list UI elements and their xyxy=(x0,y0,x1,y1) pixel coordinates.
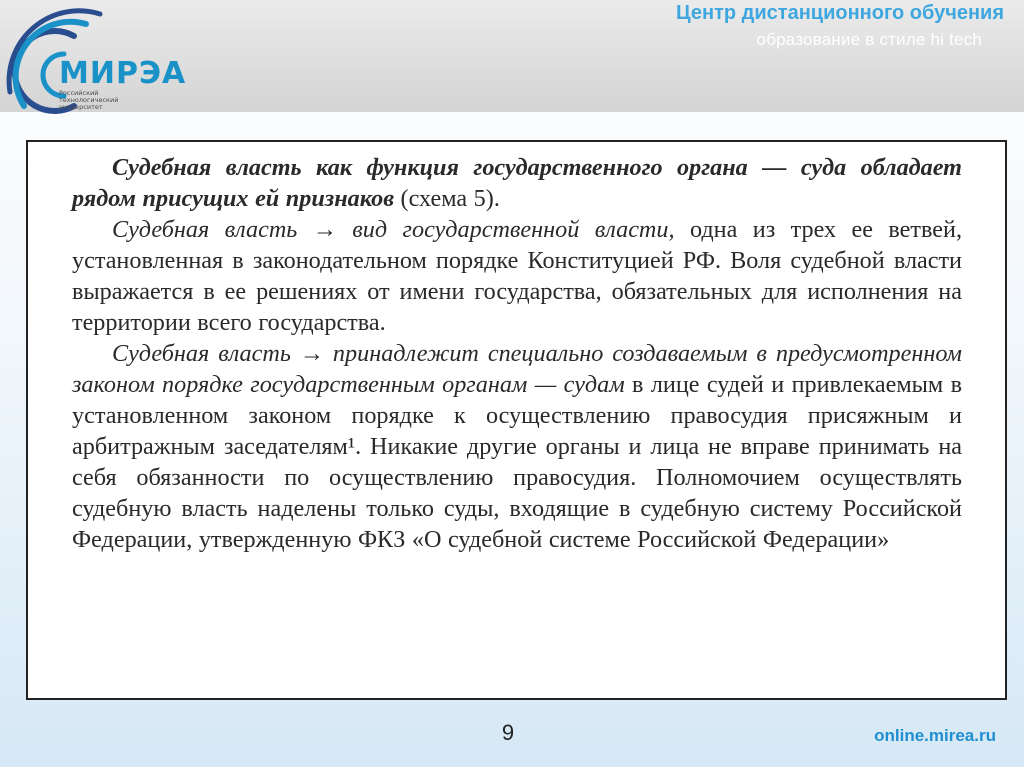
p3-text: в лице судей и привлекаемым в установленном законом порядке к осуществлению правосудия присяжным и арбитражным заседателям¹. Никакие другие органы и лица не вправе принимать на себя обязанности по осуществлению правосудия. Полномочием осуществлять судебную власть наделены только суды, входящие в судебную систему Российской Федерации, утвержденную ФКЗ «О судебной системе Российской Федерации» xyxy=(72,371,962,553)
p1-emphasis: Судебная власть как функция государственного органа — суда обладает рядом присущих ей признаков xyxy=(72,154,962,212)
paragraph-2 xyxy=(72,214,962,338)
slide-text xyxy=(72,152,962,555)
p2-emphasis: Судебная власть → вид государственной власти, xyxy=(112,216,675,243)
p2-text: одна из трех ее ветвей, установленная в законодательном порядке Конституцией РФ. Воля судебной власти выражается в ее решениях от имени государства, обязательных для исполнения на территории всего государства. xyxy=(72,216,962,336)
paragraph-3 xyxy=(72,338,962,555)
center-title: Центр дистанционного обучения xyxy=(676,2,1004,24)
p3-emphasis: Судебная власть → принадлежит специально создаваемым в предусмотренном законом порядке государственным органам — судам xyxy=(72,340,962,398)
content-frame xyxy=(26,140,1007,700)
logo-word: МИРЭА xyxy=(59,56,187,91)
logo-subtitle: Российский технологический университет xyxy=(59,89,119,111)
p1-tail: (схема 5). xyxy=(394,185,500,212)
website-link[interactable]: online.mirea.ru xyxy=(874,726,996,745)
page-number: 9 xyxy=(501,720,515,745)
paragraph-1 xyxy=(72,152,962,214)
mirea-logo xyxy=(4,6,187,116)
center-tagline: образование в стиле hi tech xyxy=(756,30,982,49)
